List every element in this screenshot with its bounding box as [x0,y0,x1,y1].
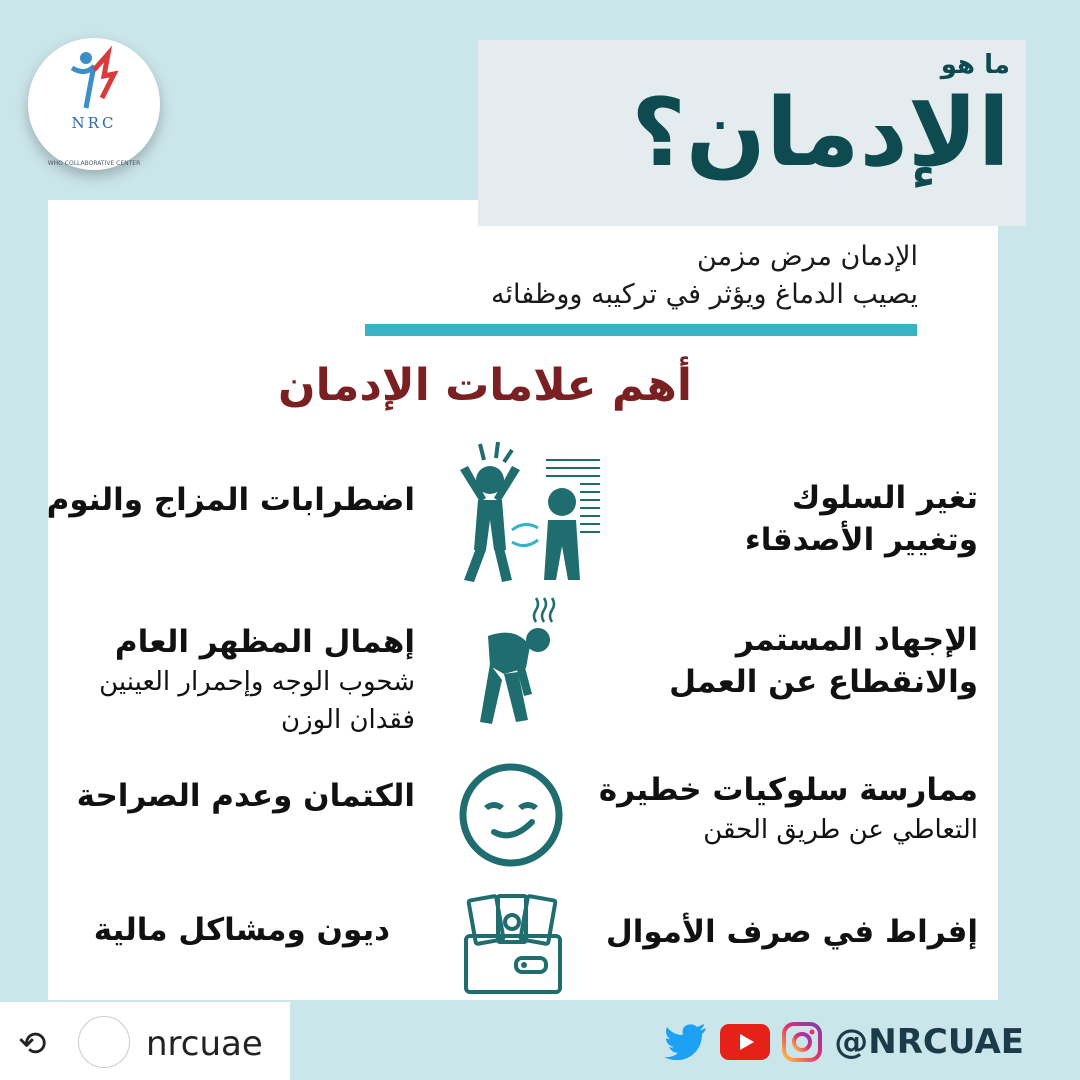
logo-text: NRC [71,114,117,132]
twitter-icon[interactable] [664,1024,708,1060]
sign-debts-title: ديون ومشاكل مالية [93,912,390,948]
nrc-logo [28,38,160,170]
sign-mood-title: اضطرابات المزاج والنوم [46,482,415,518]
sign-appearance-sub-2: فقدان الوزن [280,704,415,735]
sign-appearance-sub-1: شحوب الوجه وإحمرار العينين [99,666,415,697]
instagram-icon[interactable] [782,1022,822,1062]
sign-secrecy-title: الكتمان وعدم الصراحة [76,778,415,814]
social-bar [664,1022,1024,1062]
sign-risky-sub: التعاطي عن طريق الحقن [703,814,978,845]
sign-debts [94,910,390,952]
sign-behavior-line-2: وتغيير الأصدقاء [744,521,978,558]
question-small: ما هو [940,50,1010,80]
signs-title: أهم علامات الإدمان [278,360,692,411]
logo-subtext: WHO COLLABORATIVE CENTER [47,160,141,167]
logo-figure-icon [64,46,124,116]
sign-fatigue-line-2: والانقطاع عن العمل [669,663,978,700]
wallet-money-icon [458,892,568,996]
smirk-face-icon [456,760,566,870]
sign-behavior-line-1: تغير السلوك [791,480,978,516]
sign-spending-title: إفراط في صرف الأموال [605,914,978,950]
mood-swing-icon [450,440,610,590]
definition [491,238,918,314]
sign-behavior [745,478,978,562]
social-handle[interactable]: @NRCUAE [834,1022,1024,1062]
sign-spending [606,912,978,954]
definition-line-1: الإدمان مرض مزمن [697,241,918,272]
page-title: الإدمان؟ [631,79,1010,188]
avatar[interactable] [78,1016,130,1068]
sign-fatigue [669,620,978,704]
divider-bar [365,324,917,336]
sign-risky-title: ممارسة سلوكيات خطيرة [598,772,978,808]
repost-handle[interactable]: nrcuae [146,1024,263,1064]
repost-icon[interactable]: ⟲ [18,1024,47,1064]
definition-line-2: يصيب الدماغ ويؤثر في تركيبه ووظفائه [490,278,918,310]
sign-fatigue-line-1: الإجهاد المستمر [735,622,978,658]
sign-secrecy [77,776,415,818]
sign-appearance [99,622,415,739]
sign-mood [47,480,415,522]
youtube-icon[interactable] [720,1024,770,1060]
exhausted-person-icon [468,596,578,728]
sign-risky [599,770,978,850]
sign-appearance-title: إهمال المظهر العام [114,624,415,660]
